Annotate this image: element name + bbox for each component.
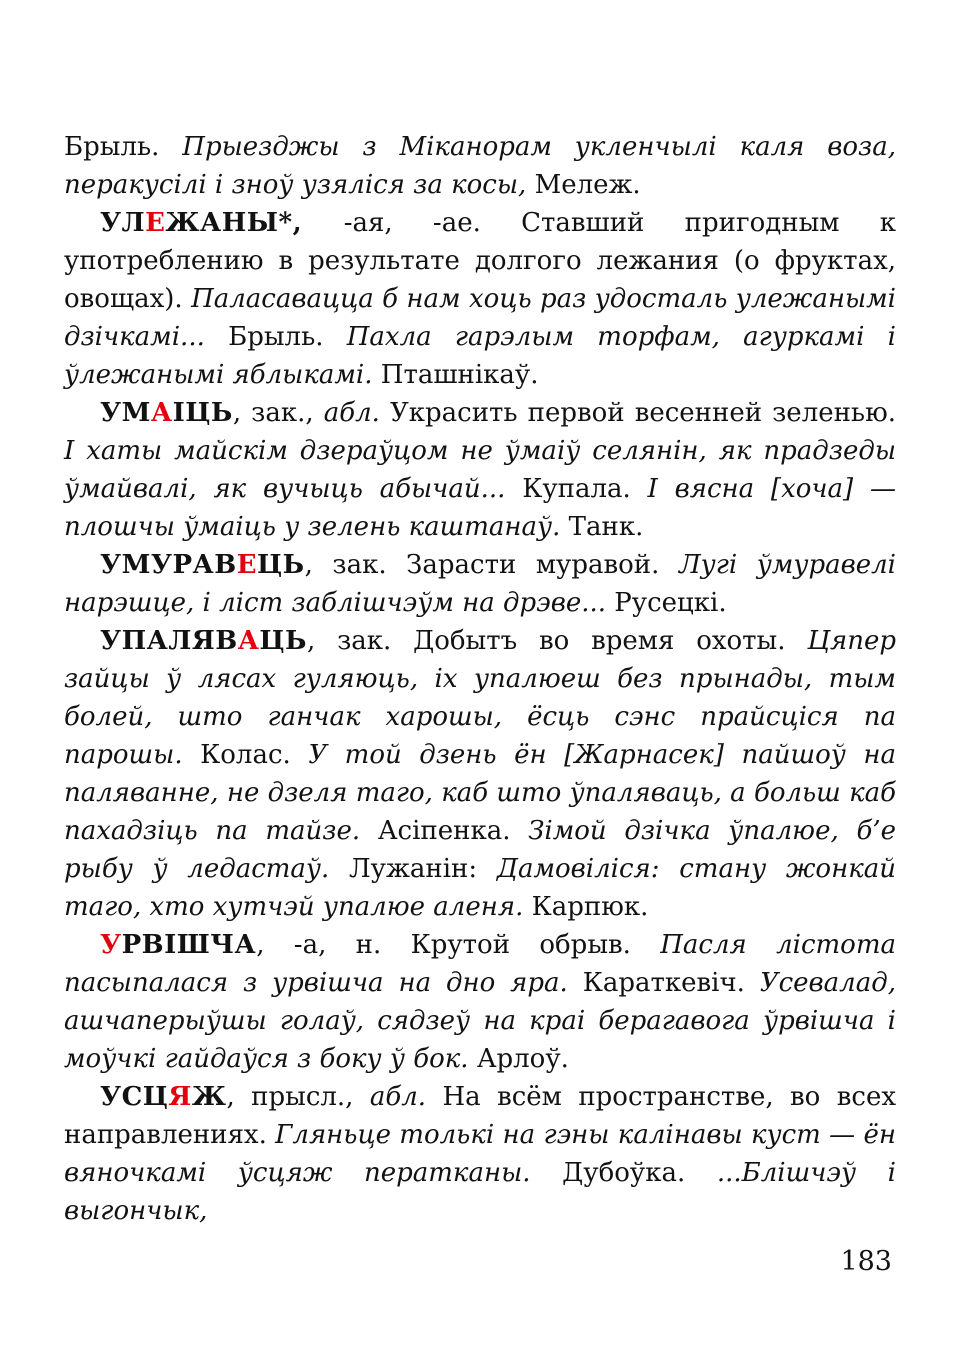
headword-text: УМ xyxy=(100,398,151,428)
definition-text: , зак., xyxy=(232,398,324,428)
definition-text: , -а, н. Крутой обрыв. xyxy=(256,930,661,960)
definition-text: , зак. Добытъ во время охоты. xyxy=(307,626,808,656)
definition-text: -ая, -ае. Ставший пригодным к употреблению в результате долгого лежания (о фруктах, овощах). xyxy=(64,208,896,314)
entry-umuravec xyxy=(64,546,896,622)
page-number: 183 xyxy=(840,1246,892,1277)
definition-text: Карпюк. xyxy=(531,892,649,922)
headword-text: Ж xyxy=(191,1082,227,1112)
definition-text: Пташнікаў. xyxy=(380,360,539,390)
quote-text: Пахла гарэлым торфам, агуркамі і ўлежанымі яблыкамі. xyxy=(64,322,896,390)
previous-entry-tail xyxy=(64,128,896,204)
definition-text: Колас. xyxy=(200,740,309,770)
headword-accent-letter: У xyxy=(100,930,122,960)
definition-text: Брыль. xyxy=(228,322,347,352)
quote-text: І хаты майскім дзераўцом не ўмаіў селянін, як прадзеды ўмайвалі, як вучыць абычай... xyxy=(64,436,896,504)
definition-text: Брыль. xyxy=(64,132,183,162)
entry-umaic xyxy=(64,394,896,546)
quote-text: Лугі ўмуравелі нарэшце, і ліст заблішчэўм на дрэве... xyxy=(64,550,896,618)
quote-text: Усевалад, ашчаперыўшы голаў, сядзеў на краі берагавога ўрвішча і моўчкі гайдаўся з боку ў бок. xyxy=(64,968,896,1074)
definition-text: , зак. Зарасти муравой. xyxy=(304,550,679,580)
headword-text: ЦЬ xyxy=(259,626,308,656)
headword-text: ІЦЬ xyxy=(172,398,233,428)
definition-text: Русецкі. xyxy=(614,588,727,618)
quote-text: І вясна [хоча] — плошчы ўмаіць у зелень каштанаў. xyxy=(64,474,896,542)
quote-text: Прыезджы з Міканорам укленчылі каля воза, перакусілі і зноў узяліся за косы, xyxy=(64,132,896,200)
definition-text: Мележ. xyxy=(534,170,641,200)
quote-text: ...Блішчэў і выгончык, xyxy=(64,1158,896,1226)
definition-text: Дубоўка. xyxy=(562,1158,717,1188)
headword-accent-letter: Е xyxy=(145,208,166,238)
entry-upaljavac xyxy=(64,622,896,926)
headword-text: РВІШЧА xyxy=(121,930,257,960)
quote-text: Пасля лістота пасыпалася з урвішча на дно яра. xyxy=(64,930,896,998)
text-block xyxy=(64,128,896,1230)
definition-text: Караткевіч. xyxy=(582,968,760,998)
definition-text: Арлоў. xyxy=(476,1044,569,1074)
entry-ulezhany xyxy=(64,204,896,394)
definition-text: Украсить первой весенней зеленью. xyxy=(389,398,896,428)
quote-text: абл. xyxy=(369,1082,443,1112)
entry-urvishcha xyxy=(64,926,896,1078)
quote-text: абл. xyxy=(323,398,390,428)
definition-text: , прысл., xyxy=(226,1082,370,1112)
quote-text: Дамовіліся: стану жонкай таго, хто хутчэй упалюе аленя. xyxy=(64,854,896,922)
quote-text: Цяпер зайцы ў лясах гуляюць, іх упалюеш без прынады, тым болей, што ганчак харошы, ёсць сэнс прайсціся па парошы. xyxy=(64,626,896,770)
headword-text: ЖАНЫ*, xyxy=(165,208,344,238)
definition-text: Танк. xyxy=(568,512,644,542)
headword-text: УМУРАВ xyxy=(100,550,237,580)
headword-accent-letter: А xyxy=(150,398,173,428)
definition-text: Купала. xyxy=(522,474,648,504)
quote-text: Гляньце толькі на гэны калінавы куст — ён вяночкамі ўсцяж ператканы. xyxy=(64,1120,896,1188)
headword-accent-letter: Е xyxy=(236,550,258,580)
quote-text: Паласавацца б нам хоць раз удосталь улежанымі дзічкамі... xyxy=(64,284,896,352)
definition-text: Асіпенка. xyxy=(377,816,529,846)
definition-text: Лужанін: xyxy=(348,854,497,884)
definition-text: На всём пространстве, во всех направлениях. xyxy=(64,1082,896,1150)
headword-text: УСЦ xyxy=(100,1082,169,1112)
headword-text: ЦЬ xyxy=(257,550,305,580)
headword-accent-letter: Я xyxy=(168,1082,192,1112)
headword-text: УЛ xyxy=(100,208,146,238)
headword-text: УПАЛЯВ xyxy=(100,626,238,656)
quote-text: У той дзень ён [Жарнасек] пайшоў на паляванне, не дзеля таго, каб што ўпаляваць, а больш каб пахадзіць па тайзе. xyxy=(64,740,896,846)
entry-uscjazh xyxy=(64,1078,896,1230)
headword-accent-letter: А xyxy=(237,626,260,656)
quote-text: Зімой дзічка ўпалюе, б’е рыбу ў ледастаў. xyxy=(64,816,896,884)
